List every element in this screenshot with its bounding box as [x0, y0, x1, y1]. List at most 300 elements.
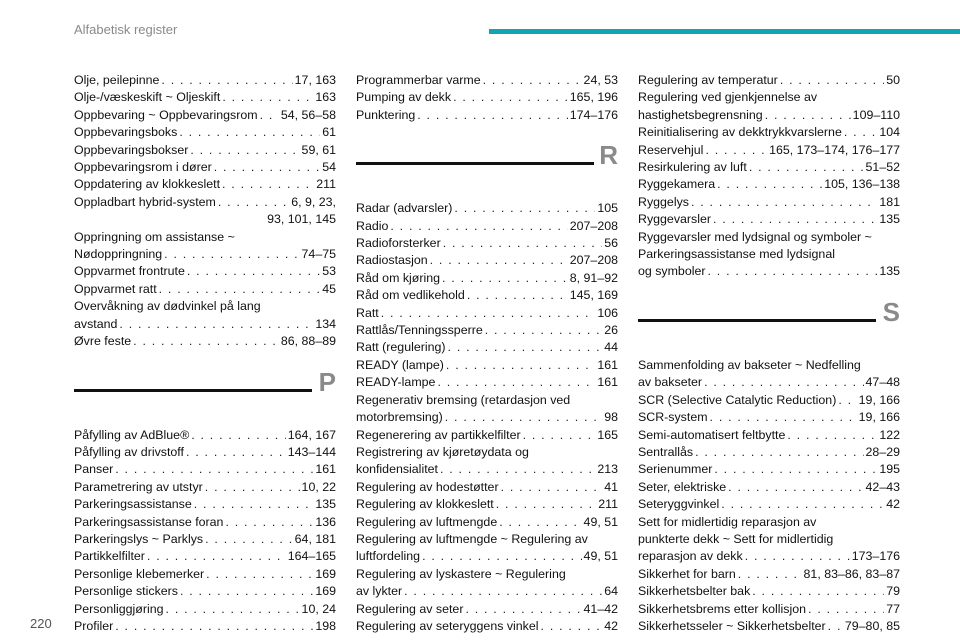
- index-entry: [356, 392, 618, 427]
- index-entry-pages: 53: [322, 264, 336, 279]
- index-entry-term: Oppdatering av klokkeslett: [74, 177, 221, 192]
- index-entry: [74, 107, 336, 124]
- dot-leader: [147, 548, 286, 565]
- index-entry-term: SCR-system: [638, 410, 708, 425]
- dot-leader: [187, 263, 320, 280]
- dot-leader: [422, 548, 581, 565]
- index-entry-pages: 173–176: [851, 549, 900, 564]
- index-entry-pages: 181: [879, 194, 900, 209]
- dot-leader: [541, 618, 603, 635]
- index-entry-term: Oppbevaringsboks: [74, 125, 178, 140]
- index-entry-pages: 54: [322, 160, 336, 175]
- index-entry-pages: 161: [315, 462, 336, 477]
- index-entry-term: av bakseter: [638, 375, 703, 390]
- index-entry: [74, 89, 336, 106]
- index-entry-pages: 19, 166: [858, 392, 900, 407]
- index-entry-term: reparasjon av dekk: [638, 549, 743, 564]
- index-entry: [74, 124, 336, 141]
- index-entry-pages: 161: [597, 375, 618, 390]
- dot-leader: [381, 305, 596, 322]
- dot-leader: [454, 200, 595, 217]
- index-entry: [356, 305, 618, 322]
- index-entry-pages: 50: [886, 73, 900, 87]
- index-entry-term: Regulering av temperatur: [638, 73, 778, 87]
- index-entry-term: avstand: [74, 316, 118, 331]
- index-entry-pages: 26: [604, 323, 618, 338]
- index-entry-pages: 54, 56–58: [280, 107, 336, 122]
- index-entry-pages: 98: [604, 410, 618, 425]
- index-entry: [356, 514, 618, 531]
- dot-leader: [206, 566, 313, 583]
- index-entry-pages: 28–29: [865, 444, 900, 459]
- index-entry-pages: 86, 88–89: [280, 334, 336, 349]
- dot-leader: [190, 142, 299, 159]
- index-entry-pages: 136: [315, 514, 336, 529]
- index-entry-term: luftfordeling: [356, 549, 421, 564]
- index-entry-term: Sikkerhetsbrems etter kollisjon: [638, 601, 807, 616]
- index-entry: [74, 548, 336, 565]
- index-entry-pages: 64, 181: [294, 531, 336, 546]
- dot-leader: [430, 252, 568, 269]
- index-entry-pages: 61: [322, 125, 336, 140]
- index-entry-term: Reinitialisering av dekktrykkvarslerne: [638, 125, 842, 140]
- index-entry-pages: 41–42: [583, 601, 618, 616]
- dot-leader: [499, 514, 581, 531]
- index-entry-pages: 74–75: [301, 247, 336, 262]
- dot-leader: [465, 601, 581, 618]
- index-entry-pages: 163: [315, 90, 336, 105]
- index-entry: [74, 72, 336, 89]
- dot-leader: [214, 159, 320, 176]
- dot-leader: [501, 479, 603, 496]
- index-entry: [356, 322, 618, 339]
- index-entry-term: Radioforsterker: [356, 236, 441, 251]
- dot-leader: [523, 427, 596, 444]
- index-entry: [638, 444, 900, 461]
- index-entry-pages: 169: [315, 566, 336, 581]
- dot-leader: [218, 194, 289, 211]
- index-entry-pages: 145, 169: [569, 288, 618, 303]
- dot-leader: [164, 246, 299, 263]
- dot-leader: [838, 392, 856, 409]
- index-entry: [356, 479, 618, 496]
- index-entry-pages: 207–208: [569, 253, 618, 268]
- index-entry-term: motorbremsing): [356, 410, 443, 425]
- dot-leader: [721, 496, 884, 513]
- dot-leader: [205, 531, 293, 548]
- index-entry-term: Semi-automatisert feltbytte: [638, 427, 786, 442]
- index-entry-term: Sikkerhet for barn: [638, 566, 736, 581]
- dot-leader: [180, 583, 313, 600]
- dot-leader: [179, 124, 320, 141]
- index-entry: [74, 444, 336, 461]
- index-entry-term: Regulering av lyskastere ~ Regulering: [356, 566, 566, 581]
- index-entry-pages: 51–52: [865, 160, 900, 175]
- index-entry-pages: 79: [886, 584, 900, 599]
- index-group-o: [74, 72, 336, 351]
- index-entry-term: Ratt (regulering): [356, 340, 446, 355]
- index-entry-term: Programmerbar varme: [356, 73, 481, 87]
- index-entry: [638, 409, 900, 426]
- index-entry-term: Regulering ved gjenkjennelse av: [638, 90, 818, 105]
- index-entry: [74, 601, 336, 618]
- index-entry-pages: 164–165: [287, 549, 336, 564]
- index-entry-term: og symboler: [638, 264, 706, 279]
- index-entry-term: Ryggevarsler med lydsignal og symboler ~: [638, 229, 872, 244]
- index-entry: [74, 583, 336, 600]
- index-entry-pages: 165: [597, 427, 618, 442]
- index-entry-term: READY (lampe): [356, 357, 444, 372]
- index-entry: [638, 194, 900, 211]
- dot-leader: [446, 357, 595, 374]
- index-entry-term: Oppbevaringsbokser: [74, 142, 189, 157]
- index-entry-pages: 64: [604, 584, 618, 599]
- index-entry: [356, 427, 618, 444]
- index-entry: [356, 531, 618, 566]
- index-entry: [638, 601, 900, 618]
- section-rule: [74, 389, 312, 392]
- index-entry: [638, 89, 900, 124]
- index-entry: [638, 72, 900, 89]
- index-entry-pages: 174–176: [569, 107, 618, 122]
- index-entry-pages: 164, 167: [287, 427, 336, 442]
- index-entry: [638, 461, 900, 478]
- index-entry-pages: 42: [886, 497, 900, 512]
- index-entry: [74, 566, 336, 583]
- dot-leader: [442, 270, 568, 287]
- index-entry: [356, 107, 618, 124]
- index-entry-term: Regulering av seteryggens vinkel: [356, 618, 539, 633]
- index-entry-term: Oppbevaringsrom i dører: [74, 160, 212, 175]
- dot-leader: [161, 72, 292, 89]
- index-entry-term: Parkeringsassistanse: [74, 497, 192, 512]
- index-entry: [356, 444, 618, 479]
- dot-leader: [437, 374, 595, 391]
- index-entry: [638, 618, 900, 635]
- index-entry-term: Regenerering av partikkelfilter: [356, 427, 521, 442]
- index-entry: [356, 218, 618, 235]
- dot-leader: [186, 444, 286, 461]
- index-entry-term: Registrering av kjøretøydata og: [356, 444, 529, 459]
- index-group-r-cont: [638, 72, 900, 281]
- index-column-3: [638, 72, 900, 635]
- index-entry-term: Nødoppringning: [74, 247, 163, 262]
- index-entry-term: av lykter: [356, 584, 403, 599]
- index-entry: [74, 514, 336, 531]
- dot-leader: [844, 124, 877, 141]
- index-entry-pages: 77: [886, 601, 900, 616]
- dot-leader: [115, 618, 313, 635]
- index-entry-term: Ryggekamera: [638, 177, 716, 192]
- index-entry: [356, 252, 618, 269]
- dot-leader: [119, 316, 313, 333]
- index-entry: [74, 176, 336, 193]
- index-entry-term: Parkeringsassistanse med lydsignal: [638, 247, 835, 262]
- index-entry-pages: 24, 53: [583, 73, 618, 87]
- index-entry-term: Ryggelys: [638, 194, 689, 209]
- dot-leader: [159, 281, 321, 298]
- index-entry: [356, 496, 618, 513]
- index-entry: [356, 618, 618, 635]
- dot-leader: [260, 107, 279, 124]
- index-entry: [638, 142, 900, 159]
- dot-leader: [448, 339, 603, 356]
- index-entry-pages: 41: [604, 479, 618, 494]
- index-entry: [356, 270, 618, 287]
- dot-leader: [133, 333, 279, 350]
- index-entry-pages: 122: [879, 427, 900, 442]
- dot-leader: [225, 514, 313, 531]
- index-entry: [356, 566, 618, 601]
- dot-leader: [404, 583, 602, 600]
- index-entry-term: Oppringning om assistanse ~: [74, 229, 235, 244]
- index-entry-term: Radio: [356, 218, 389, 233]
- index-entry-term: Reservehjul: [638, 142, 704, 157]
- index-entry-term: Parkeringsassistanse foran: [74, 514, 224, 529]
- section-letter-p: P: [318, 366, 336, 397]
- index-entry-pages: 134: [315, 316, 336, 331]
- dot-leader: [191, 427, 286, 444]
- dot-leader: [445, 409, 602, 426]
- dot-leader: [115, 461, 313, 478]
- index-entry-term: Radar (advarsler): [356, 201, 453, 216]
- dot-leader: [222, 176, 314, 193]
- index-entry-pages: 143–144: [287, 444, 336, 459]
- index-entry-term: Punktering: [356, 107, 416, 122]
- index-entry-term: Råd om kjøring: [356, 270, 441, 285]
- index-entry-pages: 79–80, 85: [844, 618, 900, 633]
- dot-leader: [390, 218, 567, 235]
- index-entry-term: Personlige stickers: [74, 584, 178, 599]
- index-entry-term: Sikkerhetsbelter bak: [638, 584, 751, 599]
- index-entry: [356, 89, 618, 106]
- index-entry-pages: 135: [315, 497, 336, 512]
- dot-leader: [752, 583, 884, 600]
- index-column-1: [74, 72, 336, 635]
- page-number: 220: [30, 616, 52, 631]
- dot-leader: [708, 263, 878, 280]
- index-entry-term: Parkeringslys ~ Parklys: [74, 531, 204, 546]
- index-entry-pages: 169: [315, 584, 336, 599]
- index-entry-term: Sikkerhetsseler ~ Sikkerhetsbelter: [638, 618, 826, 633]
- index-entry-pages: 49, 51: [583, 549, 618, 564]
- index-entry-term: Profiler: [74, 618, 114, 633]
- index-entry: [638, 566, 900, 583]
- index-entry-pages: 213: [597, 462, 618, 477]
- index-entry-pages: 195: [879, 462, 900, 477]
- index-entry-term: Råd om vedlikehold: [356, 288, 465, 303]
- index-entry-term: Påfylling av AdBlue®: [74, 427, 190, 442]
- index-entry: [638, 176, 900, 193]
- index-entry-pages: 42: [604, 618, 618, 633]
- index-entry: [638, 229, 900, 281]
- index-entry-pages: 17, 163: [294, 73, 336, 87]
- index-entry: [356, 200, 618, 217]
- section-rule: [638, 319, 876, 322]
- index-entry: [74, 142, 336, 159]
- index-entry: [74, 281, 336, 298]
- index-entry: [638, 357, 900, 392]
- index-entry-pages: 56: [604, 236, 618, 251]
- index-entry-pages: 10, 24: [301, 601, 336, 616]
- index-entry-pages: 135: [879, 264, 900, 279]
- index-entry: [638, 211, 900, 228]
- index-entry-term: Personlige klebemerker: [74, 566, 205, 581]
- dot-leader: [467, 287, 568, 304]
- index-entry: [74, 531, 336, 548]
- index-entry-term: Rattlås/Tenningssperre: [356, 323, 483, 338]
- dot-leader: [485, 322, 602, 339]
- index-entry-term: Seteryggvinkel: [638, 497, 720, 512]
- dot-leader: [745, 548, 850, 565]
- dot-leader: [704, 374, 863, 391]
- index-entry-term: Ratt: [356, 305, 379, 320]
- index-entry-pages-continued: 93, 101, 145: [267, 212, 336, 227]
- index-entry-pages: 59, 61: [301, 142, 336, 157]
- index-entry-pages: 198: [315, 618, 336, 633]
- index-entry-term: Sentrallås: [638, 444, 694, 459]
- index-entry: [74, 479, 336, 496]
- index-entry: [356, 287, 618, 304]
- index-entry: [74, 427, 336, 444]
- section-header-s: [638, 293, 900, 345]
- index-entry-term: Sammenfolding av bakseter ~ Nedfelling: [638, 357, 861, 372]
- index-entry-term: Seter, elektriske: [638, 479, 727, 494]
- index-entry-term: Sett for midlertidig reparasjon av: [638, 514, 817, 529]
- index-entry-term: Ryggevarsler: [638, 212, 711, 227]
- dot-leader: [738, 566, 802, 583]
- dot-leader: [440, 461, 595, 478]
- index-entry-term: Panser: [74, 462, 114, 477]
- index-entry-term: Regulering av luftmengde: [356, 514, 498, 529]
- index-entry: [74, 461, 336, 478]
- page-header-title: Alfabetisk register: [74, 22, 178, 37]
- dot-leader: [713, 211, 877, 228]
- index-entry-pages: 104: [879, 125, 900, 140]
- section-rule: [356, 162, 594, 165]
- dot-leader: [728, 479, 863, 496]
- dot-leader: [222, 89, 313, 106]
- index-column-2: [356, 72, 618, 635]
- index-entry: [638, 392, 900, 409]
- index-entry: [638, 583, 900, 600]
- index-entry-term: Regenerativ bremsing (retardasjon ved: [356, 392, 571, 407]
- index-entry: [638, 159, 900, 176]
- index-entry-term: Pumping av dekk: [356, 90, 452, 105]
- index-entry-pages: 42–43: [865, 479, 900, 494]
- index-entry: [638, 124, 900, 141]
- section-letter-s: S: [882, 296, 900, 327]
- header-accent-bar: [489, 29, 960, 34]
- index-entry-pages: 81, 83–86, 83–87: [803, 566, 900, 581]
- index-entry-term: Oppvarmet ratt: [74, 281, 157, 296]
- index-entry: [74, 618, 336, 635]
- dot-leader: [205, 479, 300, 496]
- index-entry-term: Resirkulering av luft: [638, 160, 747, 175]
- index-entry: [638, 427, 900, 444]
- index-entry: [638, 514, 900, 566]
- index-entry: [356, 374, 618, 391]
- index-entry: [638, 479, 900, 496]
- index-entry-pages: 207–208: [569, 218, 618, 233]
- index-entry: [74, 333, 336, 350]
- index-entry-pages: 106: [597, 305, 618, 320]
- dot-leader: [166, 601, 300, 618]
- index-group-p: [74, 427, 336, 636]
- index-entry-pages: 44: [604, 340, 618, 355]
- index-entry-pages: 6, 9, 23,: [291, 194, 336, 209]
- index-entry-pages: 10, 22: [301, 479, 336, 494]
- index-entry-pages: 211: [598, 497, 618, 512]
- index-entry: [74, 263, 336, 280]
- index-group-r: [356, 200, 618, 635]
- index-entry-term: Serienummer: [638, 462, 713, 477]
- index-entry: [356, 357, 618, 374]
- index-entry-pages: 45: [322, 281, 336, 296]
- index-entry-term: Personliggjøring: [74, 601, 164, 616]
- index-group-s: [638, 357, 900, 636]
- index-entry-term: Oppvarmet frontrute: [74, 264, 185, 279]
- index-entry-term: Parametrering av utstyr: [74, 479, 203, 494]
- index-entry-term: Påfylling av drivstoff: [74, 444, 184, 459]
- index-entry: [74, 159, 336, 176]
- dot-leader: [808, 601, 884, 618]
- dot-leader: [417, 107, 568, 124]
- section-header-p: [74, 363, 336, 415]
- index-entry-term: Oppbevaring ~ Oppbevaringsrom: [74, 107, 258, 122]
- index-entry-term: READY-lampe: [356, 375, 436, 390]
- index-entry: [74, 496, 336, 513]
- index-entry-pages: 19, 166: [858, 410, 900, 425]
- index-entry: [356, 72, 618, 89]
- dot-leader: [828, 618, 843, 635]
- section-letter-r: R: [599, 140, 618, 171]
- index-entry-term: Øvre feste: [74, 334, 132, 349]
- index-entry-term: Regulering av hodestøtter: [356, 479, 499, 494]
- dot-leader: [443, 235, 603, 252]
- index-entry-pages: 105, 136–138: [824, 177, 900, 192]
- index-entry-pages: 165, 173–174, 176–177: [769, 142, 900, 157]
- index-entry-term: hastighetsbegrensning: [638, 107, 763, 122]
- index-entry: [74, 298, 336, 333]
- index-entry-pages: 49, 51: [583, 514, 618, 529]
- index-entry: [74, 194, 336, 229]
- dot-leader: [787, 427, 877, 444]
- index-entry: [356, 601, 618, 618]
- dot-leader: [710, 409, 857, 426]
- dot-leader: [780, 72, 884, 89]
- index-entry-term: konfidensialitet: [356, 462, 438, 477]
- index-entry: [356, 339, 618, 356]
- index-entry-pages: 211: [316, 177, 336, 192]
- dot-leader: [705, 142, 767, 159]
- index-group-p-cont: [356, 72, 618, 124]
- index-entry: [74, 229, 336, 264]
- index-entry-pages: 47–48: [865, 375, 900, 390]
- index-entry-term: Oppladbart hybrid-system: [74, 194, 216, 209]
- dot-leader: [691, 194, 877, 211]
- index-entry-term: Radiostasjon: [356, 253, 428, 268]
- index-entry-term: Regulering av klokkeslett: [356, 497, 494, 512]
- index-entry-pages: 165, 196: [569, 90, 618, 105]
- index-entry: [356, 235, 618, 252]
- index-entry-term: SCR (Selective Catalytic Reduction): [638, 392, 837, 407]
- index-entry-pages: 8, 91–92: [569, 270, 618, 285]
- dot-leader: [765, 107, 851, 124]
- dot-leader: [749, 159, 864, 176]
- dot-leader: [695, 444, 863, 461]
- index-entry-term: Regulering av luftmengde ~ Regulering av: [356, 531, 588, 546]
